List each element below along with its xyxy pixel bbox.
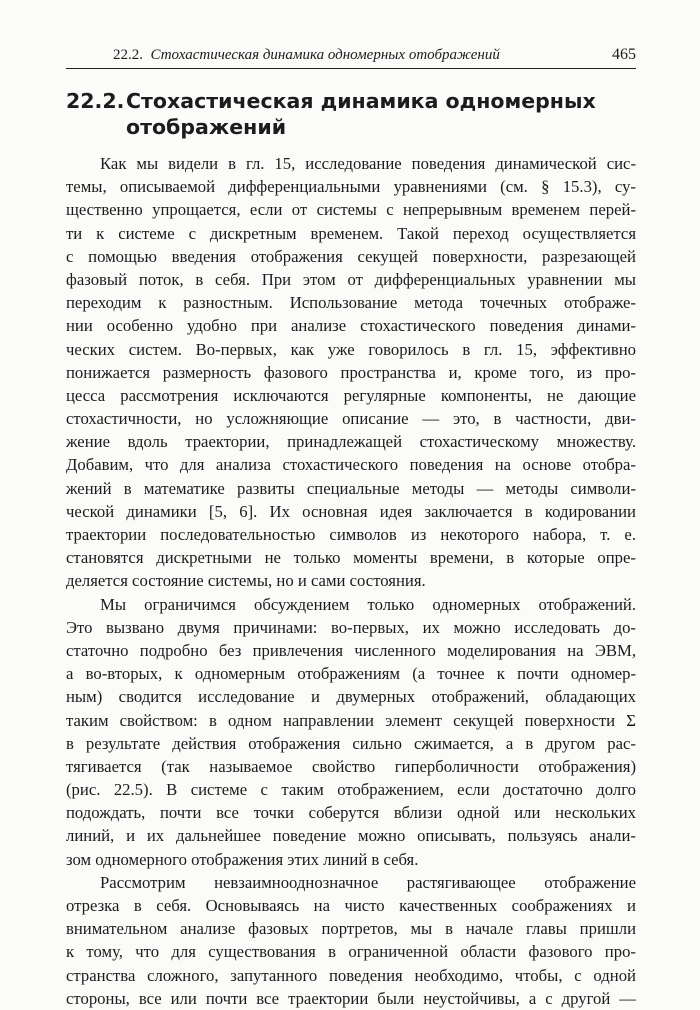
text-line: становятся дискретными не только моменты времени, в которые опре- [66, 548, 636, 568]
text-line: Это вызвано двумя причинами: во-первых, их можно исследовать до- [66, 617, 636, 637]
text-line: цесса рассмотрения исключаются регулярные компоненты, не дающие [66, 385, 636, 405]
text-line: Рассмотрим невзаимнооднозначное растягивающее отображение [100, 872, 636, 892]
text-line: стороны, все или почти все траектории были неустойчивы, а с другой — [66, 988, 636, 1008]
text-line: жений в математике развиты специальные методы — методы символи- [66, 478, 636, 498]
header-rule [66, 68, 636, 69]
text-line: внимательном анализе фазовых портретов, мы в начале главы пришли [66, 919, 636, 939]
text-line: статочно подробно без привлечения численного моделирования на ЭВМ, [66, 640, 636, 660]
text-line: к тому, что для существования в ограниченной области фазового про- [66, 942, 636, 962]
running-head-title [113, 45, 500, 65]
paragraph [66, 593, 636, 871]
text-line: стохастичности, но усложняющие описание — это, в частности, дви- [66, 409, 636, 429]
text-line: темы, описываемой дифференциальными уравнениями (см. § 15.3), су- [66, 177, 636, 197]
text-line: тягивается (так называемое свойство гиперболичности отображения) [66, 756, 636, 776]
text-line: жение вдоль траектории, принадлежащей стохастическому множеству. [66, 432, 636, 452]
running-head-section-number: 22.2. [113, 47, 143, 63]
paragraph [66, 871, 636, 1010]
running-head [66, 45, 636, 67]
section-title-line: отображений [126, 115, 287, 139]
section-title-line: Стохастическая динамика одномерных [126, 89, 596, 113]
text-line: таким свойством: в одном направлении элемент секущей поверхности Σ [66, 710, 636, 730]
text-line: зом одномерного отображения этих линий в себя. [66, 849, 419, 869]
text-line: Как мы видели в гл. 15, исследование поведения динамической сис- [100, 154, 636, 173]
text-line: с помощью введения отображения секущей поверхности, разрезающей [66, 246, 636, 266]
text-line: траектории последовательностью символов из некоторого набора, т. е. [66, 525, 636, 544]
page-number: 465 [612, 46, 636, 63]
text-line: ческой динамики [5, 6]. Их основная идея заключается в кодировании [66, 501, 636, 521]
body-text [66, 152, 636, 1010]
text-line: переходим к разностным. Использование метода точечных отображе- [66, 293, 636, 313]
text-line: а во-вторых, к одномерным отображениям (а точнее к почти одномер- [66, 664, 636, 684]
text-line: странства сложного, запутанного поведения необходимо, чтобы, с одной [66, 965, 636, 985]
text-line: нии особенно удобно при анализе стохастического поведения динами- [66, 316, 636, 336]
text-line: отрезка в себя. Основываясь на чисто качественных соображениях и [66, 896, 636, 915]
text-line: Мы ограничимся обсуждением только одномерных отображений. [100, 594, 636, 614]
text-line: линий, и их дальнейшее поведение можно описывать, пользуясь анали- [66, 826, 636, 846]
text-line: ным) сводится исследование и двумерных отображений, обладающих [66, 687, 636, 707]
section-number: 22.2. [66, 89, 125, 113]
text-line: в результате действия отображения сильно сжимается, а в другом рас- [66, 733, 636, 753]
paragraph [66, 152, 636, 593]
text-line: ти к системе с дискретным временем. Такой переход осуществляется [66, 223, 636, 243]
text-line: (рис. 22.5). В системе с таким отображением, если достаточно долго [66, 780, 636, 800]
text-line: понижается размерность фазового пространства и, кроме того, из про- [66, 362, 636, 382]
text-line: ческих систем. Во-первых, как уже говорилось в гл. 15, эффективно [66, 339, 636, 359]
text-line: фазовый поток, в себя. При этом от дифференциальных уравнении мы [66, 269, 636, 289]
text-line: щественно упрощается, если от системы с непрерывным временем перей- [66, 200, 636, 220]
running-head-title-text: Стохастическая динамика одномерных отображений [150, 47, 500, 63]
text-line: подождать, почти все точки соберутся вблизи одной или нескольких [66, 803, 636, 823]
text-line: деляется состояние системы, но и сами состояния. [66, 571, 426, 591]
text-line: Добавим, что для анализа стохастического поведения на основе отобра- [66, 455, 636, 475]
